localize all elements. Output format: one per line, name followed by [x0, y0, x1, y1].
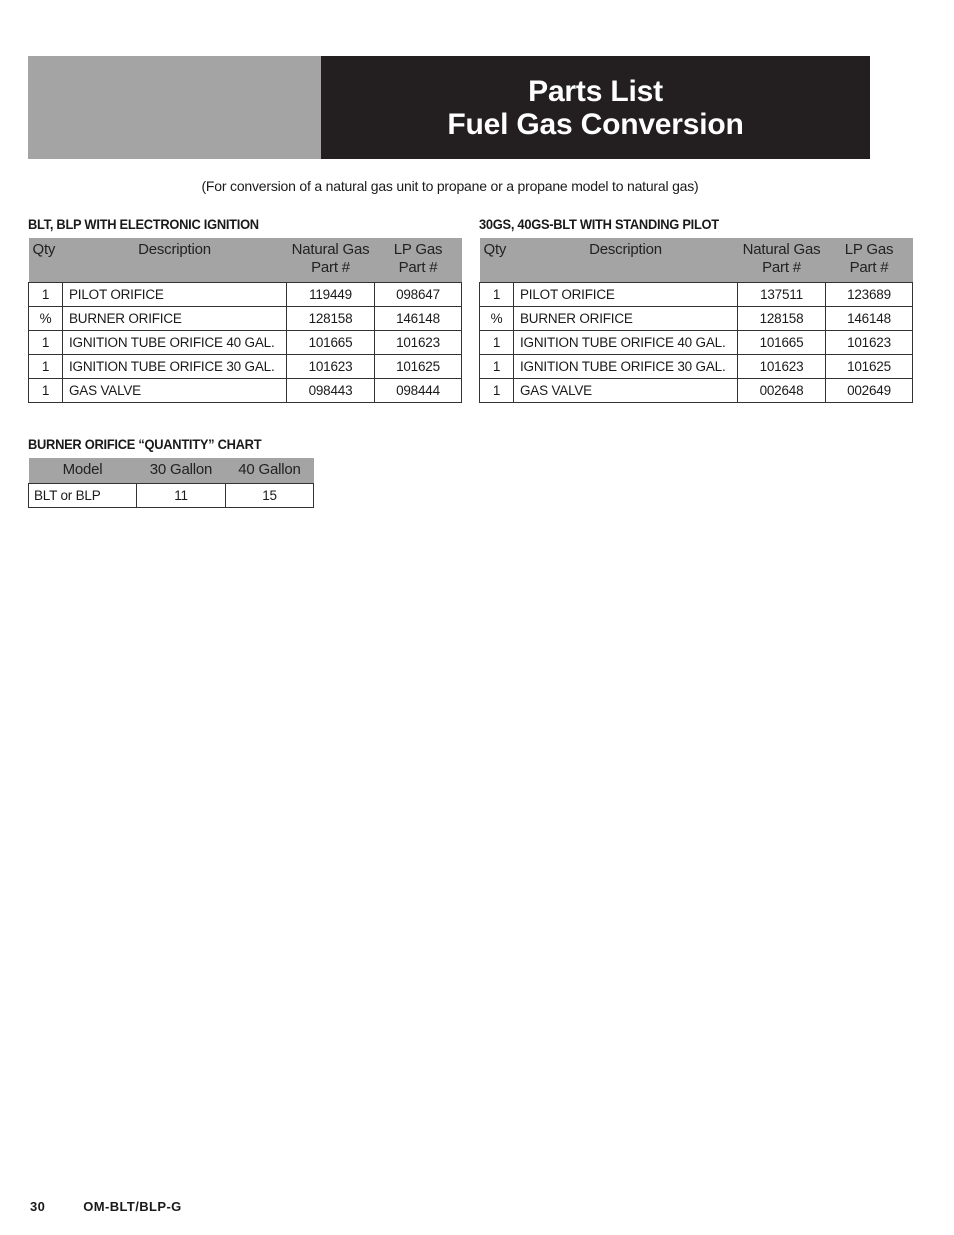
40-gallon-header: 40 Gallon [226, 458, 314, 483]
natural-gas-header-line-2: Part # [762, 259, 801, 276]
quantity-chart-title: BURNER ORIFICE “QUANTITY” CHART [28, 436, 262, 452]
lp-gas-part-cell: 146148 [375, 306, 462, 330]
description-cell: IGNITION TUBE ORIFICE 40 GAL. [63, 330, 287, 354]
lp-gas-header-line-2: Part # [398, 259, 438, 276]
qty-cell: 1 [480, 282, 514, 306]
table-row [480, 306, 913, 330]
lp-gas-header-line-1: LP Gas [393, 241, 443, 258]
header-gray-block [28, 56, 321, 159]
lp-gas-part-cell: 146148 [826, 306, 913, 330]
qty-cell: 1 [480, 330, 514, 354]
natural-gas-header-line-2: Part # [311, 259, 350, 276]
qty-header: Qty [29, 238, 63, 282]
natural-gas-header-line-1: Natural Gas [742, 241, 821, 258]
description-cell: GAS VALVE [63, 378, 287, 402]
description-cell: IGNITION TUBE ORIFICE 30 GAL. [63, 354, 287, 378]
qty-cell: 1 [480, 378, 514, 402]
standing-pilot-title: 30GS, 40GS-BLT WITH STANDING PILOT [479, 216, 719, 232]
natural-gas-part-cell: 128158 [287, 306, 375, 330]
lp-gas-header [375, 238, 462, 282]
electronic-ignition-title: BLT, BLP WITH ELECTRONIC IGNITION [28, 216, 259, 232]
model-cell: BLT or BLP [29, 483, 137, 507]
table-row [29, 378, 462, 402]
lp-gas-part-cell: 101623 [826, 330, 913, 354]
quantity-chart-table [28, 458, 314, 508]
table-row [29, 354, 462, 378]
30-gallon-cell: 11 [137, 483, 226, 507]
lp-gas-part-cell: 101625 [826, 354, 913, 378]
table-row [480, 378, 913, 402]
page-number: 30 [30, 1199, 46, 1214]
description-cell: IGNITION TUBE ORIFICE 30 GAL. [514, 354, 738, 378]
page-title [321, 56, 870, 159]
natural-gas-part-cell: 119449 [287, 282, 375, 306]
lp-gas-part-cell: 002649 [826, 378, 913, 402]
lp-gas-header-line-2: Part # [849, 259, 889, 276]
page-footer [30, 1199, 182, 1214]
qty-cell: 1 [29, 354, 63, 378]
description-header: Description [514, 238, 738, 282]
description-cell: PILOT ORIFICE [63, 282, 287, 306]
page-title-line-2: Fuel Gas Conversion [447, 107, 744, 141]
page-title-line-1: Parts List [528, 74, 663, 108]
natural-gas-part-cell: 137511 [738, 282, 826, 306]
qty-cell: 1 [480, 354, 514, 378]
table-row [29, 330, 462, 354]
30-gallon-header: 30 Gallon [137, 458, 226, 483]
table-header-row [29, 238, 462, 282]
lp-gas-part-cell: 098647 [375, 282, 462, 306]
natural-gas-part-cell: 128158 [738, 306, 826, 330]
lp-gas-header-line-1: LP Gas [844, 241, 894, 258]
natural-gas-part-cell: 098443 [287, 378, 375, 402]
table-row [480, 354, 913, 378]
lp-gas-part-cell: 098444 [375, 378, 462, 402]
qty-cell: % [480, 306, 514, 330]
lp-gas-part-cell: 101623 [375, 330, 462, 354]
qty-cell: 1 [29, 330, 63, 354]
description-cell: BURNER ORIFICE [63, 306, 287, 330]
table-header-row [480, 238, 913, 282]
table-row [29, 282, 462, 306]
description-cell: BURNER ORIFICE [514, 306, 738, 330]
natural-gas-header [738, 238, 826, 282]
qty-cell: 1 [29, 282, 63, 306]
natural-gas-header [287, 238, 375, 282]
standing-pilot-table [479, 238, 913, 403]
table-row [29, 483, 314, 507]
natural-gas-part-cell: 101665 [287, 330, 375, 354]
natural-gas-part-cell: 101623 [738, 354, 826, 378]
table-row [480, 330, 913, 354]
lp-gas-header [826, 238, 913, 282]
lp-gas-part-cell: 101625 [375, 354, 462, 378]
table-header-row [29, 458, 314, 483]
40-gallon-cell: 15 [226, 483, 314, 507]
lp-gas-part-cell: 123689 [826, 282, 913, 306]
page-subtitle: (For conversion of a natural gas unit to propane or a propane model to natural gas) [201, 178, 699, 194]
qty-cell: % [29, 306, 63, 330]
document-code: OM-BLT/BLP-G [83, 1199, 182, 1214]
table-row [480, 282, 913, 306]
electronic-ignition-table [28, 238, 462, 403]
table-row [29, 306, 462, 330]
natural-gas-header-line-1: Natural Gas [291, 241, 370, 258]
description-header: Description [63, 238, 287, 282]
qty-cell: 1 [29, 378, 63, 402]
natural-gas-part-cell: 101623 [287, 354, 375, 378]
description-cell: IGNITION TUBE ORIFICE 40 GAL. [514, 330, 738, 354]
natural-gas-part-cell: 101665 [738, 330, 826, 354]
natural-gas-part-cell: 002648 [738, 378, 826, 402]
qty-header: Qty [480, 238, 514, 282]
description-cell: GAS VALVE [514, 378, 738, 402]
description-cell: PILOT ORIFICE [514, 282, 738, 306]
model-header: Model [29, 458, 137, 483]
